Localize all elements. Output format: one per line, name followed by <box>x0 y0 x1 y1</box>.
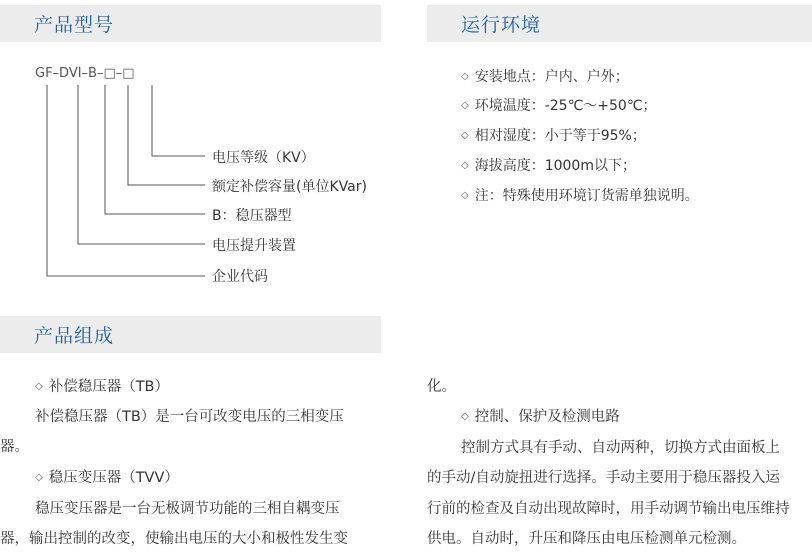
environment-item-text: 相对湿度：小于等于95%； <box>474 128 646 144</box>
section-title-composition: 产品组成 <box>34 325 115 347</box>
tb-paragraph-line: 补偿稳压器（TB）是一台可改变电压的三相变压 <box>35 409 344 425</box>
environment-item-text: 注：特殊使用环境订货需单独说明。 <box>474 188 699 204</box>
control-heading-text: 控制、保护及检测电路 <box>474 409 620 425</box>
environment-item-text: 海拔高度：1000m以下； <box>474 158 636 174</box>
tb-heading-text: 补偿稳压器（TB） <box>48 379 170 395</box>
bracket-line-voltage-level <box>152 85 205 156</box>
tvv-paragraph-continuation: 化。 <box>427 379 456 395</box>
diamond-bullet-icon: ◇ <box>461 71 469 82</box>
tb-heading <box>35 375 169 396</box>
diamond-bullet-icon: ◇ <box>461 100 469 111</box>
bracket-line-regulator-type <box>105 85 205 214</box>
diamond-bullet-icon: ◇ <box>35 381 43 392</box>
model-part-label: 企业代码 <box>212 269 268 285</box>
control-heading <box>461 405 620 426</box>
environment-item <box>461 185 699 205</box>
environment-item <box>461 125 646 145</box>
model-part-label: 额定补偿容量(单位KVar) <box>212 179 367 195</box>
model-part-label: 电压提升装置 <box>212 238 296 254</box>
control-paragraph-line: 的手动/自动旋扭进行选择。手动主要用于稳压器投入运 <box>427 470 780 486</box>
environment-item-text: 安装地点：户内、户外； <box>474 69 629 85</box>
environment-item-text: 环境温度：-25℃～+50℃； <box>474 98 657 114</box>
model-part-label: 电压等级（KV） <box>212 150 315 166</box>
control-paragraph-line: 行前的检查及自动出现故障时，用手动调节输出电压维持 <box>427 501 790 517</box>
tvv-heading <box>35 466 179 487</box>
diamond-bullet-icon: ◇ <box>461 190 469 201</box>
section-title-product-model: 产品型号 <box>34 14 115 36</box>
control-paragraph-line: 供电。自动时，升压和降压由电压检测单元检测。 <box>427 531 746 547</box>
bracket-line-voltage-boost <box>78 85 205 244</box>
tvv-paragraph-line: 器，输出控制的改变，使输出电压的大小和极性发生变 <box>0 531 348 547</box>
control-paragraph-line: 控制方式具有手动、自动两种，切换方式由面板上 <box>461 440 780 456</box>
environment-item <box>461 66 629 86</box>
model-part-label: B：稳压器型 <box>212 208 292 224</box>
tb-paragraph-line: 器。 <box>0 439 29 455</box>
model-code: GF–DVI–B–□–□ <box>35 66 135 81</box>
environment-item <box>461 155 636 175</box>
diamond-bullet-icon: ◇ <box>35 472 43 483</box>
bracket-line-capacity <box>128 85 205 185</box>
diamond-bullet-icon: ◇ <box>461 411 469 422</box>
tvv-paragraph-line: 稳压变压器是一台无极调节功能的三相自耦变压 <box>35 501 340 517</box>
section-title-environment: 运行环境 <box>461 14 542 36</box>
diamond-bullet-icon: ◇ <box>461 160 469 171</box>
tvv-heading-text: 稳压变压器（TVV） <box>48 470 179 486</box>
environment-item <box>461 95 657 115</box>
diamond-bullet-icon: ◇ <box>461 130 469 141</box>
bracket-line-company-code <box>47 85 205 276</box>
